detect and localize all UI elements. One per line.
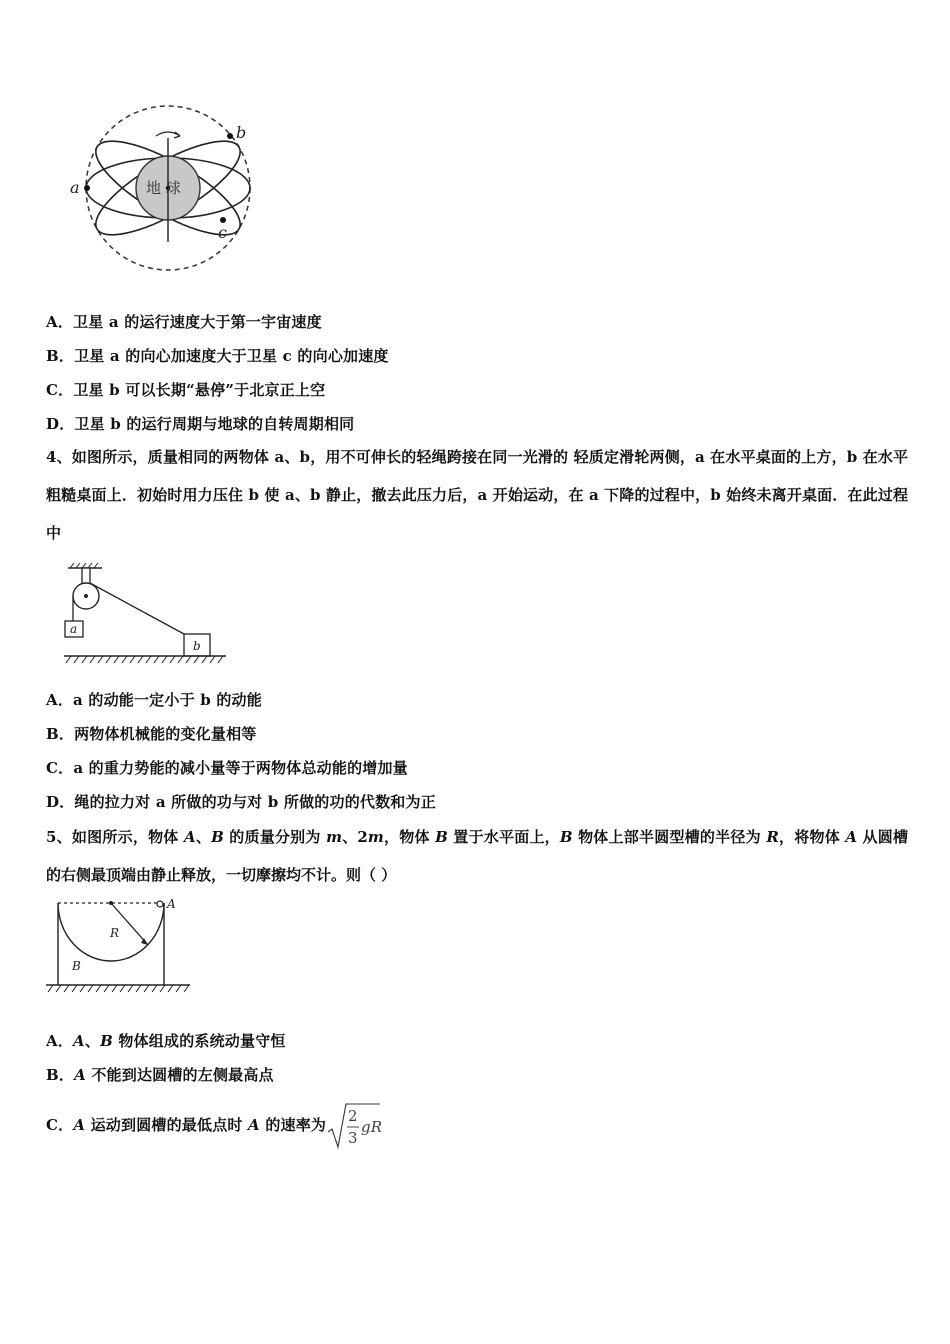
var-B: B: [559, 828, 573, 846]
var-B: B: [211, 828, 224, 846]
block-a-label: a: [70, 622, 78, 636]
formula-denominator: 3: [348, 1129, 358, 1147]
q5-text: 5、如图所示，物体: [46, 828, 184, 846]
var-B: B: [100, 1032, 113, 1050]
var-A: A: [74, 1066, 86, 1084]
var-m: m: [367, 828, 384, 846]
label-a: a: [70, 178, 80, 197]
q5-text: C．: [46, 1116, 74, 1134]
object-A: [157, 901, 163, 907]
q5-text: ，将物体: [778, 828, 846, 846]
var-B: B: [435, 828, 448, 846]
formula-gR: gR: [361, 1118, 383, 1136]
q5-text: ，物体: [383, 828, 436, 846]
q3-option-d: D．卫星 b 的运行周期与地球的自转周期相同: [46, 415, 355, 433]
ceiling-hatch: [70, 563, 98, 568]
satellite-orbit-figure: [60, 100, 260, 275]
pulley-axle: [84, 594, 88, 598]
var-R: R: [766, 828, 779, 846]
q5-option-a: [46, 1030, 286, 1051]
q5-text: 不能到达圆槽的左侧最高点: [85, 1066, 274, 1084]
q5-text: 、: [84, 1032, 101, 1050]
q5-option-b: [46, 1064, 274, 1085]
q4-stem: 4、如图所示，质量相同的两物体 a、b，用不可伸长的轻绳跨接在同一光滑的 轻质定滑轮两侧，a 在水平桌面的上方，b 在水平粗糙桌面上．初始时用力压住 b 使 a、b 静止，撤去此压力后，a 开始运动，在 a 下降的过程中，b 始终未离开桌面．在此过程中: [46, 448, 908, 542]
q5-text: 的速率为: [259, 1116, 327, 1134]
ground-hatch: [48, 985, 189, 992]
satellite-b: [227, 133, 233, 139]
q5-text: 物体上部半圆型槽的半径为: [572, 828, 767, 846]
table-hatch: [66, 656, 223, 663]
rope-diagonal: [90, 583, 184, 634]
label-c: c: [218, 223, 227, 242]
q3-option-b: B．卫星 a 的向心加速度大于卫星 c 的向心加速度: [46, 347, 389, 365]
var-A: A: [845, 828, 858, 846]
q5-text: 运动到圆槽的最低点时: [85, 1116, 249, 1134]
var-m: m: [326, 828, 342, 846]
label-A: A: [167, 897, 176, 911]
q5-text: 置于水平面上，: [447, 828, 560, 846]
q5-text: 从圆槽的右侧最顶端由静止释放，一切摩擦均不计。则（ ）: [46, 828, 908, 884]
q5-stem: [46, 818, 908, 894]
q3-option-c: C．卫星 b 可以长期“悬停”于北京正上空: [46, 381, 326, 399]
satellite-a: [84, 185, 90, 191]
formula-numerator: 2: [348, 1107, 358, 1125]
q5-text: 、2: [341, 828, 368, 846]
q3-option-a: A．卫星 a 的运行速度大于第一宇宙速度: [46, 313, 322, 331]
earth-label: 地 球: [146, 179, 181, 197]
q5-option-c: [46, 1102, 382, 1150]
q4-option-d: D．绳的拉力对 a 所做的功与对 b 所做的功的代数和为正: [46, 793, 436, 811]
var-A: A: [73, 1116, 86, 1134]
formula-sqrt-2-3-gR: [326, 1102, 382, 1150]
q5-text: 物体组成的系统动量守恒: [112, 1032, 286, 1050]
var-A: A: [248, 1116, 260, 1134]
label-B: B: [72, 959, 81, 973]
block-b-label: b: [193, 639, 201, 653]
q4-option-a: A．a 的动能一定小于 b 的动能: [46, 691, 262, 709]
q5-text: 、: [195, 828, 212, 846]
semicircle-groove-figure: [44, 895, 194, 997]
q5-text: B．: [46, 1066, 75, 1084]
var-A: A: [183, 828, 196, 846]
var-A: A: [73, 1032, 85, 1050]
pulley-figure: [60, 562, 230, 668]
label-R: R: [110, 926, 120, 940]
q5-text: 的质量分别为: [223, 828, 327, 846]
label-b: b: [236, 123, 247, 142]
q5-text: A．: [46, 1032, 74, 1050]
q4-option-b: B．两物体机械能的变化量相等: [46, 725, 257, 743]
q4-option-c: C．a 的重力势能的减小量等于两物体总动能的增加量: [46, 759, 408, 777]
